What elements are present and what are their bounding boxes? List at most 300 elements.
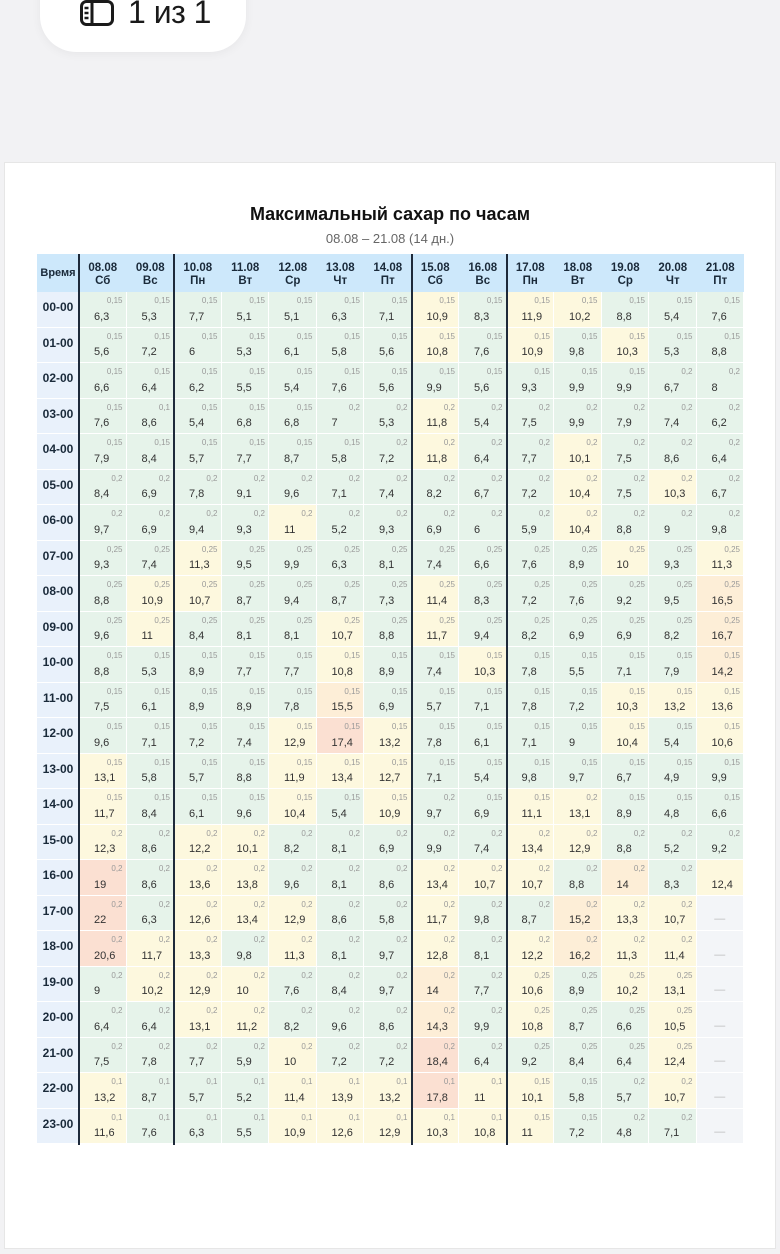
dose-value: 0,2 bbox=[586, 402, 598, 412]
dose-value: 0,2 bbox=[491, 828, 503, 838]
glucose-value: 10,8 bbox=[331, 665, 353, 678]
glucose-cell bbox=[317, 789, 365, 825]
glucose-value: 22 bbox=[94, 914, 107, 926]
glucose-cell bbox=[554, 1073, 602, 1109]
glucose-cell bbox=[459, 328, 507, 364]
dose-value: 0,15 bbox=[201, 402, 218, 412]
glucose-value: 7,6 bbox=[331, 381, 347, 394]
glucose-value: 8,9 bbox=[379, 665, 395, 678]
date-column-header bbox=[459, 254, 507, 292]
glucose-value: 13,4 bbox=[236, 914, 258, 926]
glucose-cell bbox=[507, 754, 555, 790]
glucose-cell bbox=[222, 292, 270, 328]
glucose-cell bbox=[222, 328, 270, 364]
dose-value: 0,1 bbox=[111, 1112, 123, 1122]
glucose-cell bbox=[174, 789, 222, 825]
dose-value: 0,15 bbox=[724, 296, 740, 305]
dose-value: 0,2 bbox=[538, 828, 550, 838]
column-date: 19.08 bbox=[610, 262, 640, 274]
glucose-value: 7,1 bbox=[331, 488, 347, 500]
glucose-value: 4,8 bbox=[616, 1127, 632, 1139]
glucose-value: 11,3 bbox=[189, 559, 210, 571]
dose-value: 0,15 bbox=[724, 686, 740, 696]
dose-value: 0,25 bbox=[676, 544, 693, 554]
page-indicator[interactable] bbox=[40, 0, 246, 52]
glucose-cell bbox=[79, 647, 127, 683]
glucose-cell bbox=[649, 647, 697, 683]
dose-value: 0,25 bbox=[486, 615, 503, 625]
glucose-cell bbox=[412, 541, 460, 577]
dose-value: 0,15 bbox=[629, 367, 645, 376]
dose-value: 0,15 bbox=[106, 331, 123, 341]
glucose-value: 7,1 bbox=[664, 1127, 680, 1139]
glucose-value: 8,3 bbox=[664, 878, 680, 891]
column-weekday: Сб bbox=[95, 275, 111, 287]
glucose-cell bbox=[364, 754, 412, 790]
glucose-value: 9,6 bbox=[331, 1020, 347, 1033]
dose-value: 0,15 bbox=[629, 686, 645, 696]
glucose-value: 7,4 bbox=[141, 559, 157, 571]
glucose-value: 7,4 bbox=[236, 736, 252, 749]
glucose-value: 9,4 bbox=[474, 630, 490, 642]
glucose-value: 17,4 bbox=[331, 736, 353, 749]
glucose-cell bbox=[649, 860, 697, 896]
dose-value: 0,15 bbox=[344, 722, 360, 731]
dose-value: 0,2 bbox=[301, 935, 313, 944]
dose-value: 0,2 bbox=[348, 473, 360, 483]
glucose-cell bbox=[697, 576, 745, 612]
dose-value: 0,15 bbox=[106, 367, 123, 376]
column-weekday: Сб bbox=[427, 275, 443, 287]
dose-value: 0,15 bbox=[296, 757, 313, 767]
dose-value: 0,15 bbox=[534, 331, 550, 341]
glucose-value: 10,1 bbox=[569, 452, 591, 465]
dose-value: 0,2 bbox=[396, 509, 408, 518]
dose-value: 0,2 bbox=[586, 793, 598, 802]
dose-value: 0,25 bbox=[201, 615, 218, 625]
dose-value: 0,2 bbox=[443, 899, 455, 909]
dose-value: 0,25 bbox=[249, 615, 265, 625]
dose-value: 0,2 bbox=[443, 509, 455, 518]
dose-value: 0,25 bbox=[629, 615, 645, 625]
glucose-value: 9,4 bbox=[284, 594, 300, 607]
glucose-value: 7,9 bbox=[94, 452, 110, 465]
glucose-cell bbox=[269, 328, 317, 364]
glucose-cell bbox=[127, 328, 175, 364]
glucose-value: 11,7 bbox=[94, 807, 115, 820]
glucose-value: 9,7 bbox=[379, 949, 395, 962]
glucose-value: 6,9 bbox=[569, 630, 585, 642]
dose-value: 0,15 bbox=[439, 296, 455, 305]
glucose-value: 12,2 bbox=[521, 949, 543, 962]
dose-value: 0,15 bbox=[676, 296, 693, 305]
dose-value: 0,25 bbox=[154, 580, 170, 589]
empty-value: — bbox=[714, 984, 726, 996]
dose-value: 0,15 bbox=[201, 331, 218, 341]
glucose-value: 12,3 bbox=[94, 843, 116, 855]
glucose-cell bbox=[697, 399, 745, 435]
dose-value: 0,2 bbox=[348, 1006, 360, 1015]
glucose-value: 8,8 bbox=[711, 346, 727, 358]
glucose-value: 6,9 bbox=[426, 523, 442, 536]
dose-value: 0,1 bbox=[396, 1077, 408, 1086]
glucose-value: 7,1 bbox=[616, 665, 632, 678]
dose-value: 0,15 bbox=[534, 1112, 550, 1122]
dose-value: 0,15 bbox=[344, 757, 360, 767]
dose-value: 0,2 bbox=[396, 899, 408, 909]
glucose-cell bbox=[269, 683, 317, 719]
glucose-cell bbox=[364, 470, 412, 506]
glucose-cell bbox=[649, 292, 697, 328]
dose-value: 0,2 bbox=[348, 935, 360, 944]
dose-value: 0,2 bbox=[301, 1041, 313, 1051]
glucose-value: 8,8 bbox=[236, 772, 252, 784]
glucose-value: 5,2 bbox=[331, 523, 347, 536]
glucose-value: 7,8 bbox=[141, 1056, 157, 1068]
glucose-cell bbox=[697, 1002, 745, 1038]
glucose-value: 7,5 bbox=[521, 417, 537, 429]
glucose-cell bbox=[554, 576, 602, 612]
glucose-value: 9,8 bbox=[236, 949, 252, 962]
glucose-cell bbox=[79, 860, 127, 896]
glucose-value: 9,5 bbox=[236, 559, 252, 571]
glucose-cell bbox=[222, 896, 270, 932]
glucose-value: 11 bbox=[474, 1091, 486, 1104]
glucose-value: 9,2 bbox=[711, 843, 727, 855]
glucose-value: 7,2 bbox=[379, 1056, 395, 1068]
dose-value: 0,1 bbox=[491, 1077, 503, 1086]
glucose-cell bbox=[649, 1002, 697, 1038]
glucose-cell bbox=[364, 576, 412, 612]
glucose-cell bbox=[364, 363, 412, 399]
dose-value: 0,25 bbox=[676, 1041, 693, 1051]
dose-value: 0,2 bbox=[681, 438, 693, 447]
glucose-cell bbox=[507, 328, 555, 364]
glucose-value: 8,4 bbox=[141, 807, 157, 820]
hour-label: 14-00 bbox=[37, 789, 79, 825]
dose-value: 0,2 bbox=[728, 473, 740, 483]
glucose-cell bbox=[412, 1038, 460, 1074]
glucose-value: 12,2 bbox=[189, 843, 211, 855]
glucose-value: 15,5 bbox=[331, 701, 353, 713]
dose-value: 0,15 bbox=[249, 402, 265, 412]
hour-label: 13-00 bbox=[37, 754, 79, 790]
glucose-value: 8,8 bbox=[616, 310, 632, 323]
glucose-value: 7,3 bbox=[379, 594, 395, 607]
glucose-value: 7,2 bbox=[569, 1127, 585, 1139]
dose-value: 0,15 bbox=[249, 296, 265, 305]
glucose-value: 7,1 bbox=[379, 310, 395, 323]
glucose-value: 6,7 bbox=[474, 488, 490, 500]
glucose-cell bbox=[554, 647, 602, 683]
glucose-cell bbox=[412, 1109, 460, 1145]
dose-value: 0,15 bbox=[344, 651, 360, 660]
glucose-cell bbox=[79, 718, 127, 754]
glucose-cell bbox=[127, 505, 175, 541]
glucose-value: 8,9 bbox=[236, 701, 252, 713]
glucose-value: 7,6 bbox=[474, 346, 490, 358]
glucose-value: 8,4 bbox=[569, 1056, 585, 1068]
glucose-value: 9,6 bbox=[236, 807, 252, 820]
glucose-value: 11,4 bbox=[284, 1091, 305, 1104]
glucose-value: 10 bbox=[284, 1056, 297, 1068]
dose-value: 0,25 bbox=[201, 580, 218, 589]
dose-value: 0,15 bbox=[296, 367, 313, 376]
glucose-value: 8,1 bbox=[284, 630, 300, 642]
empty-value: — bbox=[714, 948, 726, 961]
empty-value: — bbox=[714, 1055, 726, 1067]
dose-value: 0,15 bbox=[106, 793, 123, 802]
glucose-cell bbox=[174, 1109, 222, 1145]
glucose-cell bbox=[649, 931, 697, 967]
glucose-value: 6,6 bbox=[94, 381, 110, 394]
glucose-value: 10,4 bbox=[569, 523, 591, 536]
hour-label: 05-00 bbox=[37, 470, 79, 506]
glucose-cell bbox=[364, 1038, 412, 1074]
glucose-cell bbox=[697, 363, 745, 399]
glucose-cell bbox=[602, 896, 650, 932]
glucose-cell bbox=[507, 718, 555, 754]
glucose-value: 10,9 bbox=[426, 310, 448, 323]
dose-value: 0,2 bbox=[206, 509, 218, 518]
glucose-value: 7,2 bbox=[189, 736, 205, 749]
glucose-cell bbox=[364, 1109, 412, 1145]
glucose-value: 12,9 bbox=[189, 985, 211, 997]
glucose-value: 11,1 bbox=[521, 807, 543, 820]
dose-value: 0,2 bbox=[491, 1006, 503, 1015]
glucose-value: 5,1 bbox=[236, 310, 252, 323]
glucose-value: 8,6 bbox=[331, 914, 347, 926]
dose-value: 0,1 bbox=[158, 1112, 170, 1122]
glucose-value: 11 bbox=[141, 630, 153, 642]
glucose-cell bbox=[649, 825, 697, 861]
glucose-value: 9,9 bbox=[569, 417, 585, 429]
glucose-value: 7,8 bbox=[284, 701, 300, 713]
dose-value: 0,2 bbox=[396, 473, 408, 483]
glucose-cell bbox=[602, 647, 650, 683]
glucose-cell bbox=[602, 1109, 650, 1145]
dose-value: 0,2 bbox=[491, 402, 503, 412]
glucose-value: 10,8 bbox=[521, 1020, 543, 1033]
glucose-cell bbox=[554, 612, 602, 648]
dose-value: 0,2 bbox=[443, 438, 455, 447]
glucose-cell bbox=[554, 718, 602, 754]
dose-value: 0,15 bbox=[344, 296, 360, 305]
hour-label: 02-00 bbox=[37, 363, 79, 399]
glucose-cell bbox=[507, 1002, 555, 1038]
glucose-cell bbox=[507, 967, 555, 1003]
glucose-cell bbox=[649, 612, 697, 648]
glucose-value: 8,1 bbox=[236, 630, 252, 642]
glucose-cell bbox=[554, 683, 602, 719]
dose-value: 0,15 bbox=[629, 722, 645, 731]
glucose-value: 11,2 bbox=[236, 1020, 258, 1033]
glucose-cell bbox=[174, 967, 222, 1003]
glucose-cell bbox=[79, 967, 127, 1003]
dose-value: 0,15 bbox=[154, 367, 170, 376]
dose-value: 0,2 bbox=[396, 970, 408, 980]
glucose-cell bbox=[554, 896, 602, 932]
dose-value: 0,1 bbox=[443, 1077, 455, 1086]
glucose-value: 7,4 bbox=[426, 665, 442, 678]
dose-value: 0,2 bbox=[728, 438, 740, 447]
glucose-value: 8,9 bbox=[189, 665, 205, 678]
dose-value: 0,15 bbox=[391, 367, 408, 376]
glucose-value: 9,6 bbox=[284, 878, 300, 891]
hour-label: 17-00 bbox=[37, 896, 79, 932]
date-column-header bbox=[507, 254, 555, 292]
dose-value: 0,2 bbox=[491, 970, 503, 980]
glucose-value: 16,2 bbox=[569, 949, 591, 962]
dose-value: 0,25 bbox=[534, 1041, 550, 1051]
dose-value: 0,25 bbox=[534, 580, 550, 589]
dose-value: 0,1 bbox=[111, 1077, 123, 1086]
glucose-value: 13,3 bbox=[189, 949, 211, 962]
dose-value: 0,25 bbox=[676, 1006, 693, 1015]
glucose-cell bbox=[174, 896, 222, 932]
glucose-cell bbox=[459, 1109, 507, 1145]
dose-value: 0,15 bbox=[581, 296, 598, 305]
glucose-cell bbox=[602, 1073, 650, 1109]
dose-value: 0,15 bbox=[296, 402, 313, 412]
glucose-value: 8,6 bbox=[141, 878, 157, 891]
glucose-cell bbox=[697, 1109, 745, 1145]
dose-value: 0,2 bbox=[681, 473, 693, 483]
glucose-cell bbox=[364, 1073, 412, 1109]
dose-value: 0,15 bbox=[581, 757, 598, 767]
dose-value: 0,1 bbox=[301, 1077, 313, 1086]
glucose-cell bbox=[507, 470, 555, 506]
dose-value: 0,2 bbox=[348, 970, 360, 980]
glucose-cell bbox=[317, 328, 365, 364]
glucose-value: 8,6 bbox=[379, 878, 395, 891]
glucose-cell bbox=[317, 576, 365, 612]
glucose-value: 8,8 bbox=[379, 630, 395, 642]
glucose-cell bbox=[412, 789, 460, 825]
dose-value: 0,15 bbox=[249, 686, 265, 696]
glucose-cell bbox=[507, 292, 555, 328]
glucose-cell bbox=[507, 860, 555, 896]
glucose-value: 7,4 bbox=[426, 559, 442, 571]
dose-value: 0,15 bbox=[106, 722, 123, 731]
glucose-value: 7,2 bbox=[331, 1056, 347, 1068]
dose-value: 0,15 bbox=[724, 651, 740, 660]
dose-value: 0,15 bbox=[676, 651, 693, 660]
glucose-value: 9 bbox=[569, 736, 576, 749]
glucose-cell bbox=[459, 576, 507, 612]
dose-value: 0,2 bbox=[158, 1006, 170, 1015]
glucose-cell bbox=[317, 434, 365, 470]
dose-value: 0,25 bbox=[581, 580, 598, 589]
date-column-header bbox=[127, 254, 175, 292]
dose-value: 0,15 bbox=[391, 757, 408, 767]
glucose-cell bbox=[697, 434, 745, 470]
dose-value: 0,2 bbox=[396, 402, 408, 412]
glucose-cell bbox=[364, 683, 412, 719]
glucose-cell bbox=[507, 1038, 555, 1074]
glucose-value: 5,8 bbox=[331, 452, 347, 465]
dose-value: 0,2 bbox=[681, 509, 693, 518]
dose-value: 0,15 bbox=[581, 367, 598, 376]
dose-value: 0,15 bbox=[154, 296, 170, 305]
dose-value: 0,2 bbox=[396, 864, 408, 873]
glucose-value: 8,9 bbox=[569, 559, 585, 571]
glucose-value: 5,8 bbox=[569, 1091, 585, 1104]
dose-value: 0,2 bbox=[348, 864, 360, 873]
glucose-cell bbox=[649, 683, 697, 719]
dose-value: 0,15 bbox=[106, 651, 123, 660]
dose-value: 0,25 bbox=[201, 544, 218, 554]
glucose-cell bbox=[269, 292, 317, 328]
glucose-cell bbox=[554, 931, 602, 967]
glucose-cell bbox=[317, 860, 365, 896]
dose-value: 0,2 bbox=[253, 828, 265, 838]
column-date: 18.08 bbox=[563, 262, 593, 274]
glucose-cell bbox=[269, 576, 317, 612]
glucose-cell bbox=[364, 612, 412, 648]
dose-value: 0,15 bbox=[249, 651, 265, 660]
glucose-value: 6,1 bbox=[474, 736, 490, 749]
hour-label: 21-00 bbox=[37, 1038, 79, 1074]
glucose-cell bbox=[459, 1073, 507, 1109]
dose-value: 0,15 bbox=[154, 686, 170, 696]
dose-value: 0,25 bbox=[581, 970, 598, 980]
glucose-cell bbox=[697, 825, 745, 861]
glucose-cell bbox=[317, 399, 365, 435]
dose-value: 0,2 bbox=[348, 828, 360, 838]
glucose-value: 19 bbox=[94, 878, 107, 891]
hour-label: 20-00 bbox=[37, 1002, 79, 1038]
glucose-value: 6,9 bbox=[379, 843, 395, 855]
glucose-cell bbox=[269, 1109, 317, 1145]
glucose-cell bbox=[364, 860, 412, 896]
glucose-value: 15,2 bbox=[569, 914, 591, 926]
glucose-value: 9,9 bbox=[426, 843, 442, 855]
dose-value: 0,2 bbox=[206, 864, 218, 873]
hour-label: 09-00 bbox=[37, 612, 79, 648]
dose-value: 0,25 bbox=[534, 544, 550, 554]
glucose-cell bbox=[602, 931, 650, 967]
dose-value: 0,2 bbox=[491, 1041, 503, 1051]
glucose-cell bbox=[364, 399, 412, 435]
glucose-value: 7,7 bbox=[236, 665, 252, 678]
dose-value: 0,15 bbox=[249, 757, 265, 767]
glucose-cell bbox=[127, 1002, 175, 1038]
glucose-cell bbox=[317, 825, 365, 861]
glucose-value: 9,9 bbox=[711, 772, 727, 784]
glucose-cell bbox=[507, 576, 555, 612]
glucose-cell bbox=[364, 931, 412, 967]
glucose-value: 13,1 bbox=[569, 807, 591, 820]
dose-value: 0,2 bbox=[111, 828, 123, 838]
dose-value: 0,15 bbox=[249, 438, 265, 447]
glucose-cell bbox=[412, 399, 460, 435]
glucose-cell bbox=[269, 931, 317, 967]
dose-value: 0,15 bbox=[154, 331, 170, 341]
glucose-value: 8,1 bbox=[379, 559, 395, 571]
glucose-value: 12,9 bbox=[284, 914, 306, 926]
glucose-cell bbox=[317, 896, 365, 932]
glucose-cell bbox=[459, 754, 507, 790]
dose-value: 0,15 bbox=[391, 331, 408, 341]
dose-value: 0,2 bbox=[253, 473, 265, 483]
glucose-cell bbox=[174, 718, 222, 754]
glucose-cell bbox=[697, 789, 745, 825]
glucose-cell bbox=[412, 647, 460, 683]
glucose-cell bbox=[222, 612, 270, 648]
column-weekday: Вт bbox=[570, 275, 585, 287]
glucose-cell bbox=[79, 328, 127, 364]
